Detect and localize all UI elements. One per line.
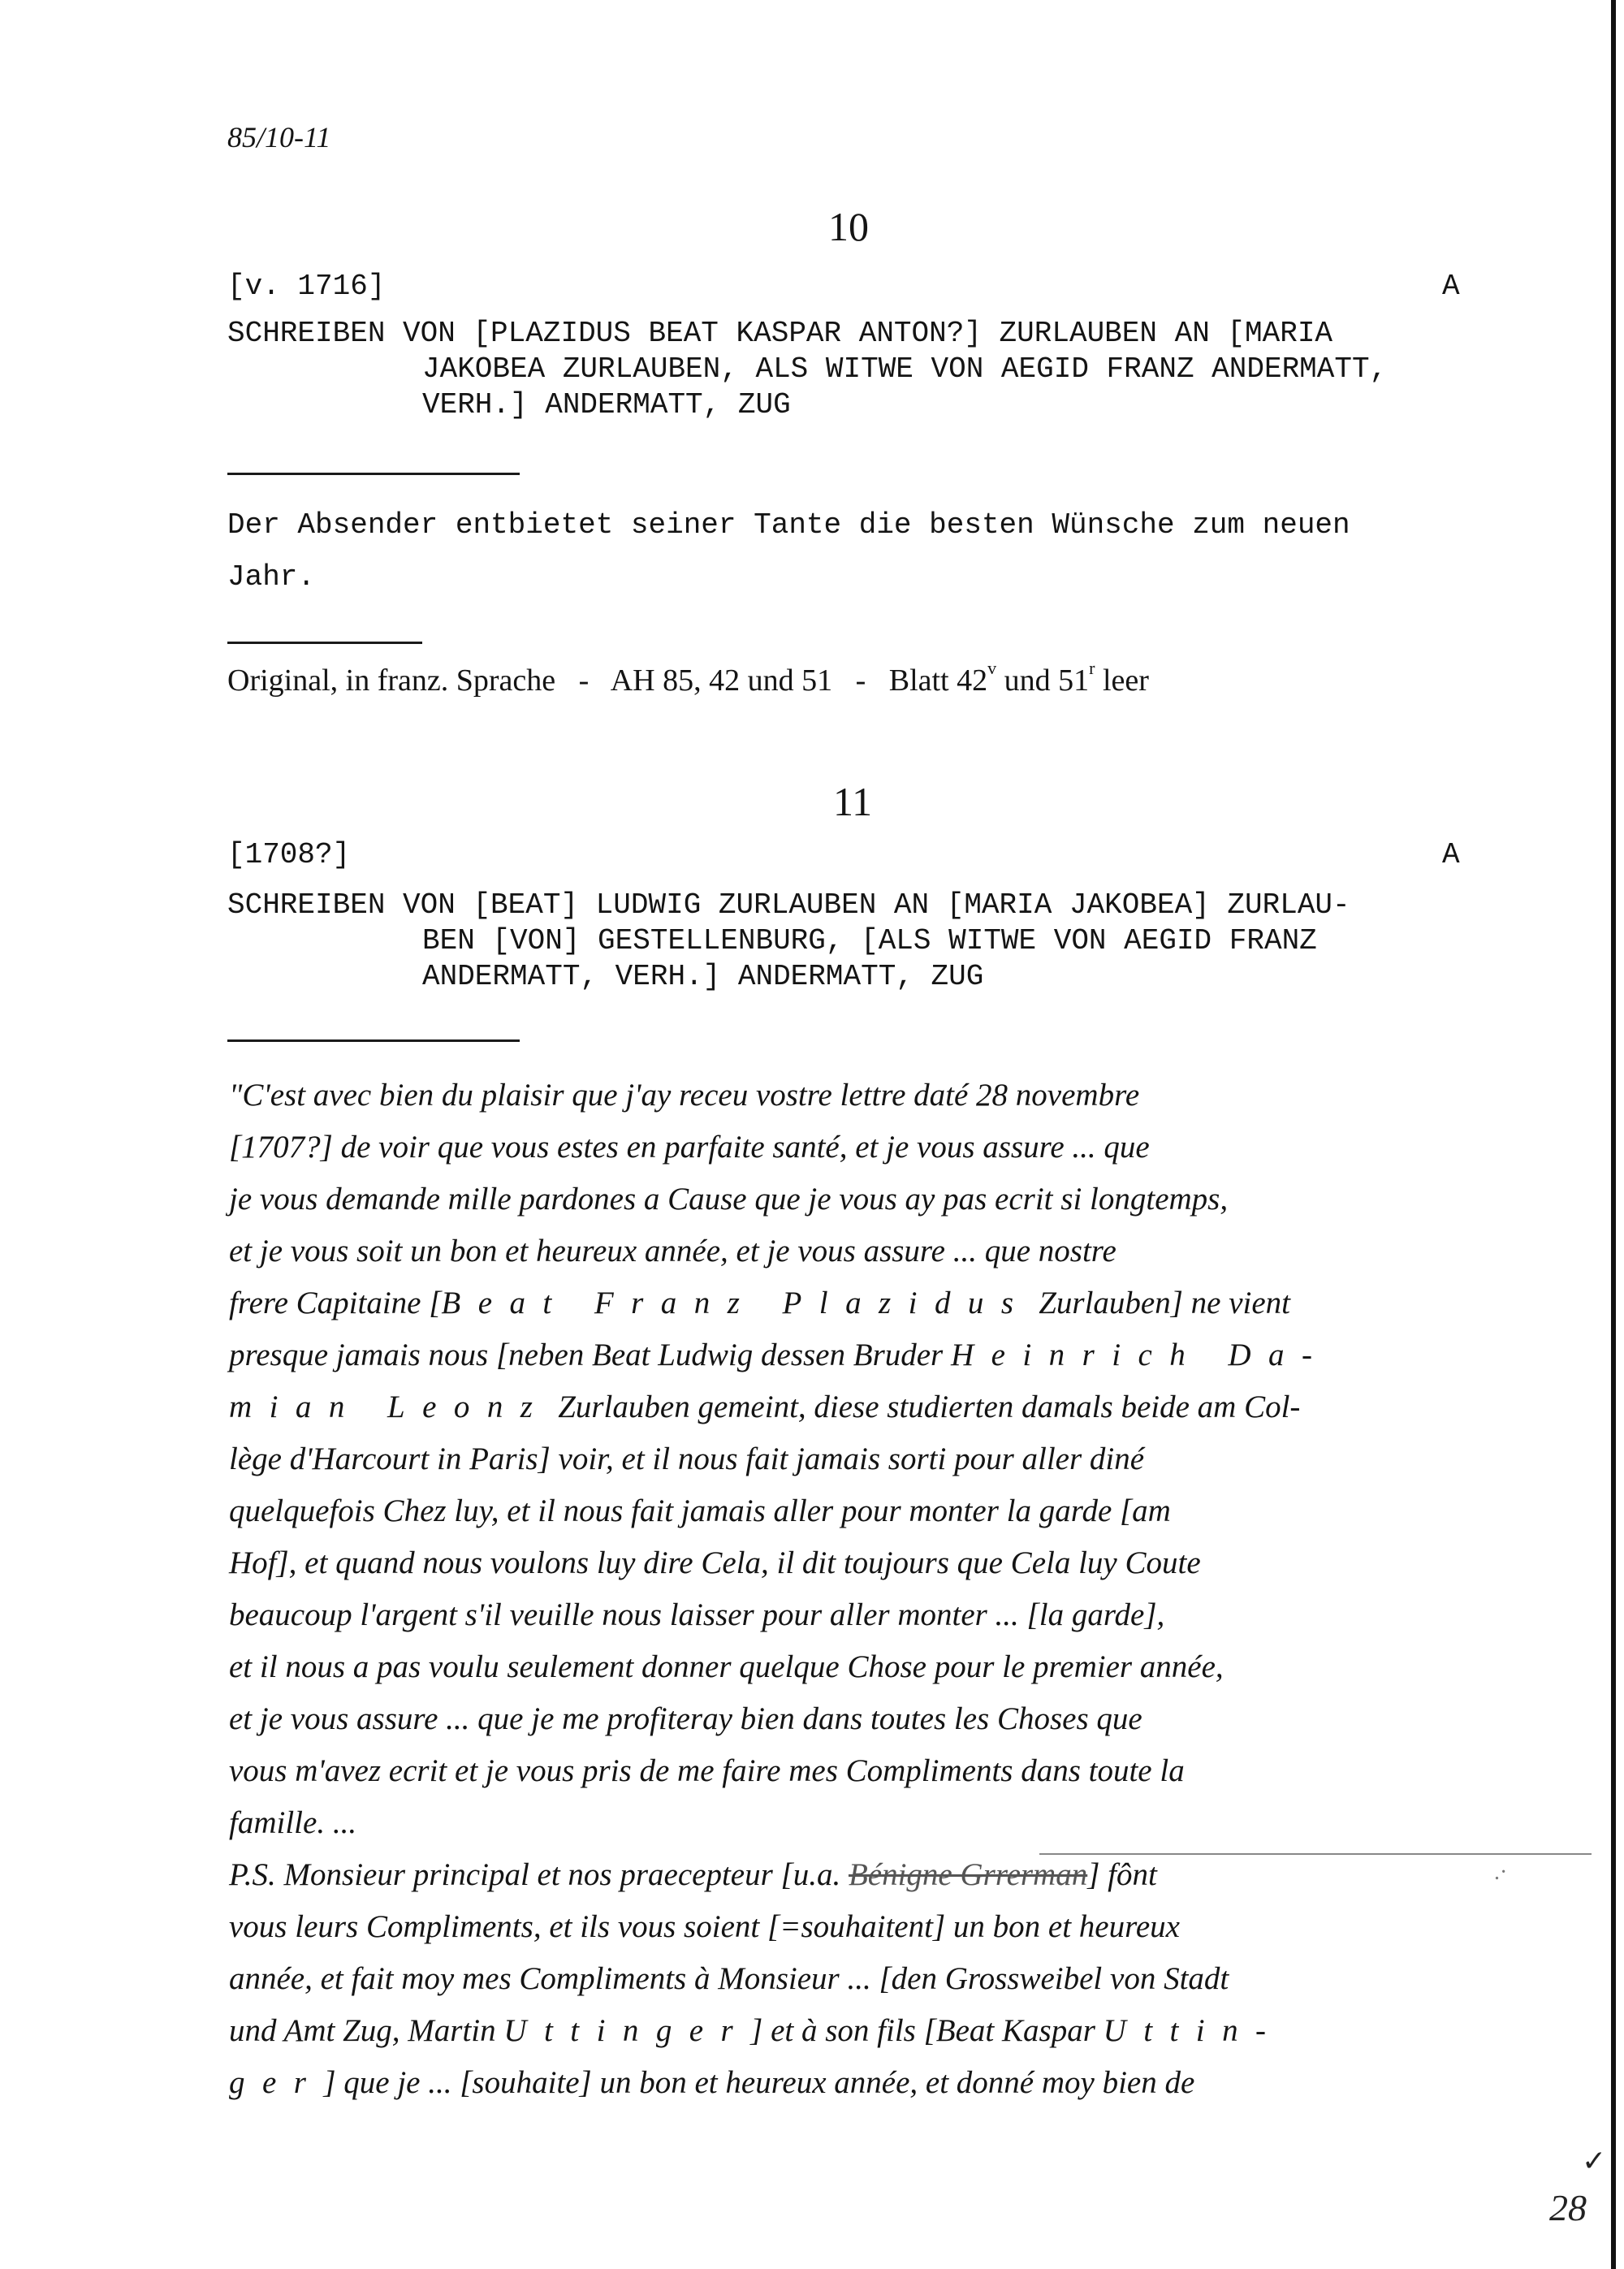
letter-line: famille. ... bbox=[229, 1805, 357, 1840]
spaced-name: Uttin- bbox=[1103, 2013, 1284, 2048]
letter-line: quelquefois Chez luy, et il nous fait jamais aller pour monter la garde [am bbox=[229, 1493, 1171, 1528]
text-segment: frere Capitaine [ bbox=[229, 1286, 442, 1320]
letter-line: année, et fait moy mes Compliments à Monsieur ... [den Grossweibel von Stadt bbox=[229, 1961, 1229, 1996]
entry-10-number: 10 bbox=[828, 204, 869, 249]
source-archive-ref: AH 85, 42 und 51 bbox=[610, 663, 833, 698]
text-segment: Zurlauben] ne vient bbox=[1030, 1286, 1291, 1320]
text-segment: P.S. Monsieur principal et nos praecepteur [u.a. bbox=[229, 1857, 849, 1892]
divider bbox=[227, 642, 422, 644]
text-segment: ] fônt bbox=[1087, 1857, 1157, 1892]
spaced-name: Heinrich Da- bbox=[950, 1338, 1330, 1372]
entry-10-summary-line-1: Der Absender entbietet seiner Tante die besten Wünsche zum neuen bbox=[227, 508, 1350, 542]
text-segment: ] et à son fils [Beat Kaspar bbox=[750, 2013, 1104, 2048]
letter-line: lège d'Harcourt in Paris] voir, et il nous fait jamais sorti pour aller diné bbox=[229, 1441, 1145, 1476]
letter-line: et il nous a pas voulu seulement donner quelque Chose pour le premier année, bbox=[229, 1649, 1224, 1684]
folio-sup-verso: v bbox=[987, 658, 997, 678]
letter-line bbox=[229, 2012, 1283, 2049]
text-segment: presque jamais nous [neben Beat Ludwig dessen Bruder bbox=[229, 1338, 951, 1372]
spaced-name: Uttinger bbox=[503, 2013, 751, 2048]
entry-10-summary-line-2: Jahr. bbox=[227, 560, 316, 594]
entry-11-title-line-3: ANDERMATT, VERH.] ANDERMATT, ZUG bbox=[422, 960, 984, 993]
letter-line: et je vous assure ... que je me profiteray bien dans toutes les Choses que bbox=[229, 1701, 1142, 1736]
letter-line: je vous demande mille pardones a Cause que je vous ay pas ecrit si longtemps, bbox=[229, 1182, 1229, 1217]
letter-line: [1707?] de voir que vous estes en parfaite santé, et je vous assure ... que bbox=[229, 1130, 1150, 1165]
scan-border bbox=[1611, 0, 1616, 2269]
entry-10-title-line-1: SCHREIBEN VON [PLAZIDUS BEAT KASPAR ANTON?] ZURLAUBEN AN [MARIA bbox=[227, 317, 1333, 350]
entry-11-title-line-1: SCHREIBEN VON [BEAT] LUDWIG ZURLAUBEN AN [MARIA JAKOBEA] ZURLAU- bbox=[227, 888, 1350, 922]
entry-11-mark: A bbox=[1442, 838, 1460, 871]
letter-line: vous leurs Compliments, et ils vous soient [=souhaitent] un bon et heureux bbox=[229, 1909, 1180, 1944]
spaced-name: mian Leonz bbox=[229, 1389, 551, 1424]
letter-line: "C'est avec bien du plaisir que j'ay receu vostre lettre daté 28 novembre bbox=[229, 1078, 1140, 1113]
divider bbox=[227, 1039, 520, 1042]
letter-line bbox=[229, 1856, 1157, 1893]
text-segment: Zurlauben gemeint, diese studierten damals beide am Col- bbox=[550, 1389, 1301, 1424]
text-segment: ] que je ... [souhaite] un bon et heureux année, et donné moy bien de bbox=[323, 2065, 1195, 2100]
source-folio: Blatt 42 bbox=[888, 663, 988, 698]
scan-speck: .· bbox=[1494, 1860, 1508, 1885]
entry-10-title-line-2: JAKOBEA ZURLAUBEN, ALS WITWE VON AEGID FRANZ ANDERMATT, bbox=[422, 352, 1388, 386]
handwritten-page-number: 28 bbox=[1549, 2187, 1587, 2228]
source-language: Original, in franz. Sprache bbox=[227, 663, 556, 698]
divider bbox=[227, 473, 520, 475]
entry-10-date: [v. 1716] bbox=[227, 270, 386, 303]
spaced-name: Beat Franz Plazidus bbox=[441, 1286, 1031, 1320]
letter-line bbox=[229, 1337, 1329, 1373]
entry-11-date: [1708?] bbox=[227, 838, 351, 871]
letter-line bbox=[229, 1389, 1300, 1425]
document-reference: 85/10-11 bbox=[227, 121, 331, 153]
spaced-name: ger bbox=[229, 2065, 324, 2100]
letter-line: et je vous soit un bon et heureux année, et je vous assure ... que nostre bbox=[229, 1234, 1116, 1268]
source-blank-note: leer bbox=[1095, 663, 1149, 698]
letter-line: beaucoup l'argent s'il veuille nous laisser pour aller monter ... [la garde], bbox=[229, 1597, 1165, 1632]
struck-name: Bénigne Grrerman bbox=[848, 1857, 1088, 1892]
letter-line: Hof], et quand nous voulons luy dire Cela, il dit toujours que Cela luy Coute bbox=[229, 1545, 1201, 1580]
entry-10-title-line-3: VERH.] ANDERMATT, ZUG bbox=[422, 388, 791, 421]
letter-line bbox=[229, 1285, 1290, 1321]
entry-10-source-line: Original, in franz. Sprache - AH 85, 42 und 51 - Blatt 42$^v$ und 51$^r$ leer bbox=[227, 658, 1149, 698]
letter-line: vous m'avez ecrit et je vous pris de me faire mes Compliments dans toute la bbox=[229, 1753, 1185, 1788]
source-folio-2: und 51 bbox=[996, 663, 1090, 698]
folio-sup-recto: r bbox=[1089, 658, 1095, 678]
text-segment: und Amt Zug, Martin bbox=[229, 2013, 504, 2048]
entry-11-number: 11 bbox=[833, 779, 873, 824]
scan-artifact-line bbox=[1039, 1853, 1592, 1855]
letter-line bbox=[229, 2064, 1194, 2101]
entry-10-mark: A bbox=[1442, 270, 1460, 303]
entry-11-title-line-2: BEN [VON] GESTELLENBURG, [ALS WITWE VON AEGID FRANZ bbox=[422, 924, 1317, 957]
check-mark-icon: ✓ bbox=[1582, 2145, 1607, 2177]
